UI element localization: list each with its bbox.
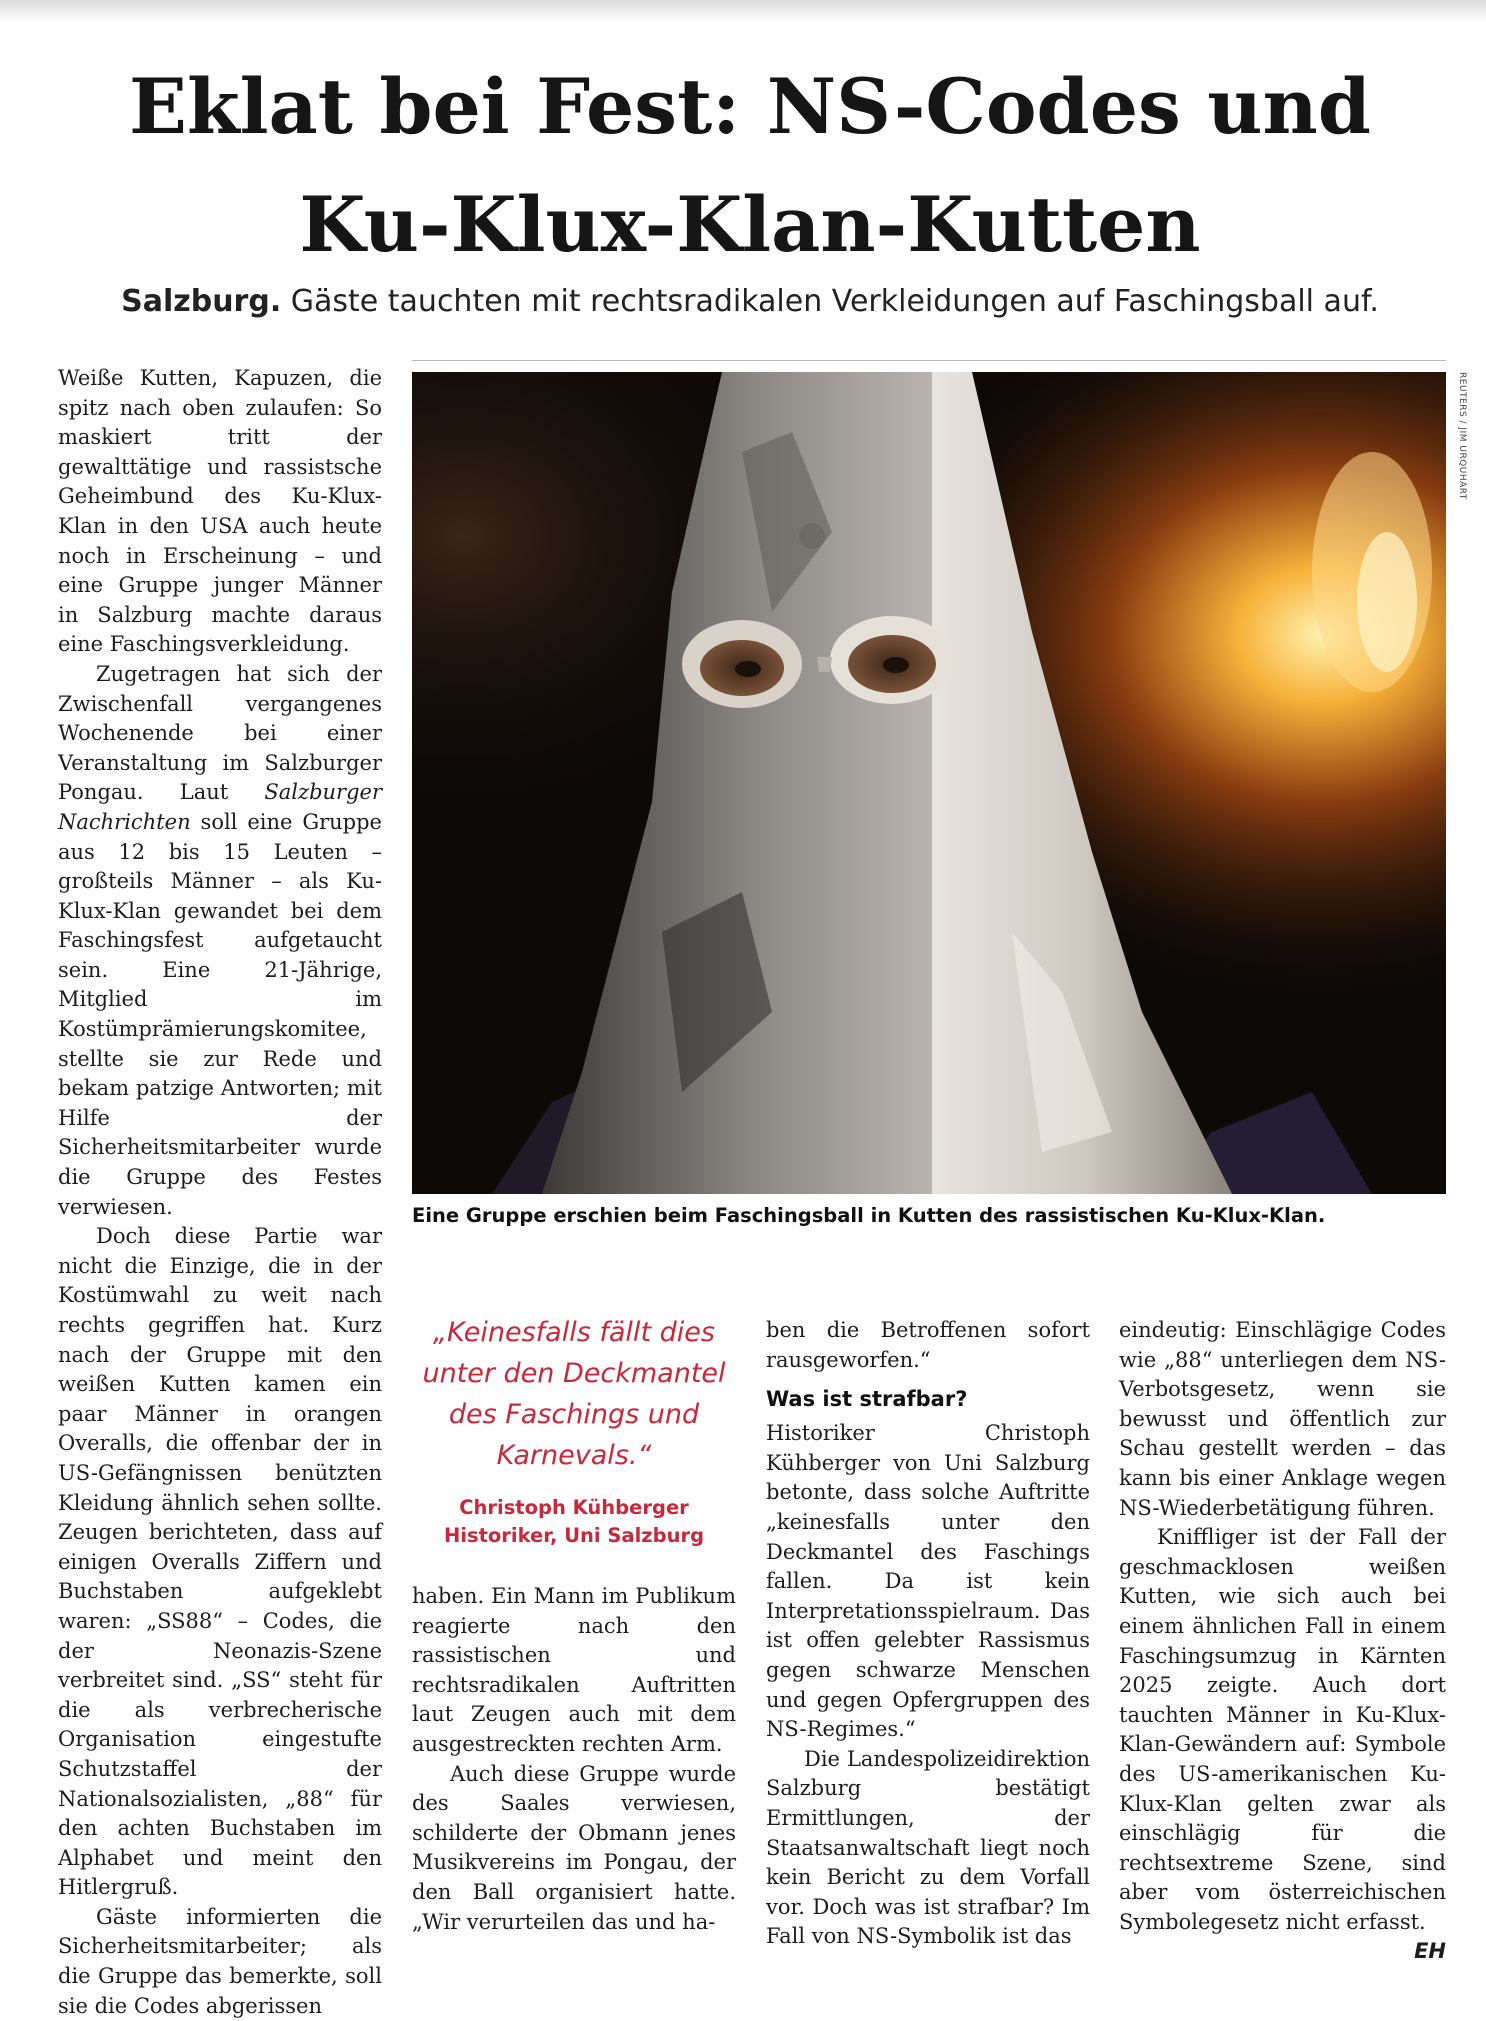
article-column-2 [412, 1582, 736, 1937]
paragraph: haben. Ein Mann im Publikum reagierte nach den rassistischen und rechtsradikalen Auftritten laut Zeugen auch mit dem ausgestreckten rechten Arm. [412, 1584, 736, 1756]
subhead-text: Gäste tauchten mit rechtsradikalen Verkleidungen auf Faschingsball auf. [290, 284, 1379, 319]
pull-quote [412, 1312, 736, 1550]
article-column-1 [58, 364, 382, 2021]
paragraph: Weiße Kutten, Kapuzen, die spitz nach oben zulaufen: So maskiert tritt der gewalttätige und rassistsche Geheimbund des Ku-Klux-Klan in den USA auch heute noch in Erscheinung – und eine Gruppe junger Männer in Salzburg machte daraus eine Faschingsverkleidung. [58, 366, 382, 657]
photo-caption: Eine Gruppe erschien beim Faschingsball in Kutten des rassistischen Ku-Klux-Klan. [412, 1204, 1326, 1227]
paragraph: Gäste informierten die Sicherheitsmitarbeiter; als die Gruppe das bemerkte, soll sie die Codes abgerissen [58, 1904, 382, 2018]
paragraph: Historiker Christoph Kühberger von Uni Salzburg betonte, dass solche Auftritte „keinesfalls unter den Deckmantel des Faschings fallen. Da ist kein Interpretationsspielraum. Das ist offen gelebter Rassismus gegen schwarze Menschen und gegen Opfergruppen des NS-Regimes.“ [766, 1421, 1090, 1742]
subhead-location: Salzburg. [121, 284, 282, 319]
paragraph-text: soll eine Gruppe aus 12 bis 15 Leuten – großteils Männer – als Ku-Klux-Klan gewandet bei dem Faschingsfest aufgetaucht sein. Eine 21-Jährige, Mitglied im Kostümprämierungskomitee, stellte sie zur Rede und bekam patzige Antworten; mit Hilfe der Sicherheitsmitarbeiter wurde die Gruppe des Festes verwiesen. [58, 809, 382, 1219]
pull-quote-author [412, 1494, 736, 1550]
paragraph: ben die Betroffenen sofort rausgeworfen.“ [766, 1318, 1090, 1372]
section-heading: Was ist strafbar? [766, 1387, 968, 1412]
headline [60, 48, 1440, 284]
paragraph: Auch diese Gruppe wurde des Saales verwiesen, schilderte der Obmann jenes Musikvereins im Pongau, der den Ball organisiert hatte. „Wir verurteilen das und ha- [412, 1761, 736, 1934]
pull-quote-text: „Keinesfalls fällt dies unter den Deckmantel des Faschings und Karnevals.“ [422, 1317, 726, 1471]
paragraph: eindeutig: Einschlägige Codes wie „88“ unterliegen dem NS-Verbotsgesetz, wenn sie bewusst und öffentlich zur Schau gestellt werden – das kann bis einer Anklage wegen NS-Wiederbetätigung führen. [1119, 1318, 1446, 1520]
photo-top-rule [412, 360, 1446, 361]
photo-credit [1453, 372, 1473, 592]
hooded-figure-illustration [412, 372, 1446, 1194]
pull-quote-author-name: Christoph Kühberger [459, 1496, 689, 1519]
paragraph-text: Kniffliger ist der Fall der geschmacklosen weißen Kutten, wie sich auch bei einem ähnlichen Fall in einem Faschingsumzug in Kärnten 2025 zeigte. Auch dort tauchten Männer in Ku-Klux-Klan-Gewändern auf: Symbole des US-amerikanischen Ku-Klux-Klan gelten zwar als einschlägig für die rechtsextreme Szene, sind aber vom österreichischen Symbolegesetz nicht erfasst. [1119, 1525, 1446, 1934]
subheadline [60, 282, 1440, 322]
author-signature: EH [1414, 1939, 1446, 1964]
paragraph-text: Zugetragen hat sich der Zwischenfall vergangenes Wochenende bei einer Veranstaltung im Salzburger Pongau. Laut [58, 661, 382, 805]
article-photo [412, 372, 1446, 1194]
paragraph: Die Landespolizeidirektion Salzburg bestätigt Ermittlungen, der Staatsanwaltschaft liegt noch kein Bericht zu dem Vorfall vor. Doch was ist strafbar? Im Fall von NS-Symbolik ist das [766, 1746, 1090, 1949]
photo-credit-text: REUTERS / JIM URQUHART [1457, 372, 1467, 500]
paragraph [1119, 1523, 1446, 1964]
headline-line-2: Ku-Klux-Klan-Kutten [299, 180, 1201, 269]
headline-line-1: Eklat bei Fest: NS-Codes und [129, 62, 1371, 151]
article-column-4 [1119, 1316, 1446, 1967]
paragraph [58, 660, 382, 1222]
source-name: Salzburger Nachrichten [58, 780, 382, 834]
article-column-3 [766, 1316, 1090, 1952]
paragraph: Doch diese Partie war nicht die Einzige, die in der Kostümwahl zu weit nach rechts gegriffen hat. Kurz nach der Gruppe mit den weißen Kutten kamen ein paar Männer in orangen Overalls, die offenbar der in US-Gefängnissen benützten Kleidung ähnlich sehen sollte. Zeugen berichteten, dass auf einigen Overalls Ziffern und Buchstaben aufgeklebt waren: „SS88“ – Codes, die der Neonazis-Szene verbreitet sind. „SS“ steht für die als verbrecherische Organisation eingestufte Schutzstaffel der Nationalsozialisten, „88“ für den achten Buchstaben im Alphabet und meint den Hitlergruß. [58, 1224, 382, 1900]
top-shadow-bar [0, 0, 1486, 22]
pull-quote-author-role: Historiker, Uni Salzburg [443, 1524, 705, 1547]
